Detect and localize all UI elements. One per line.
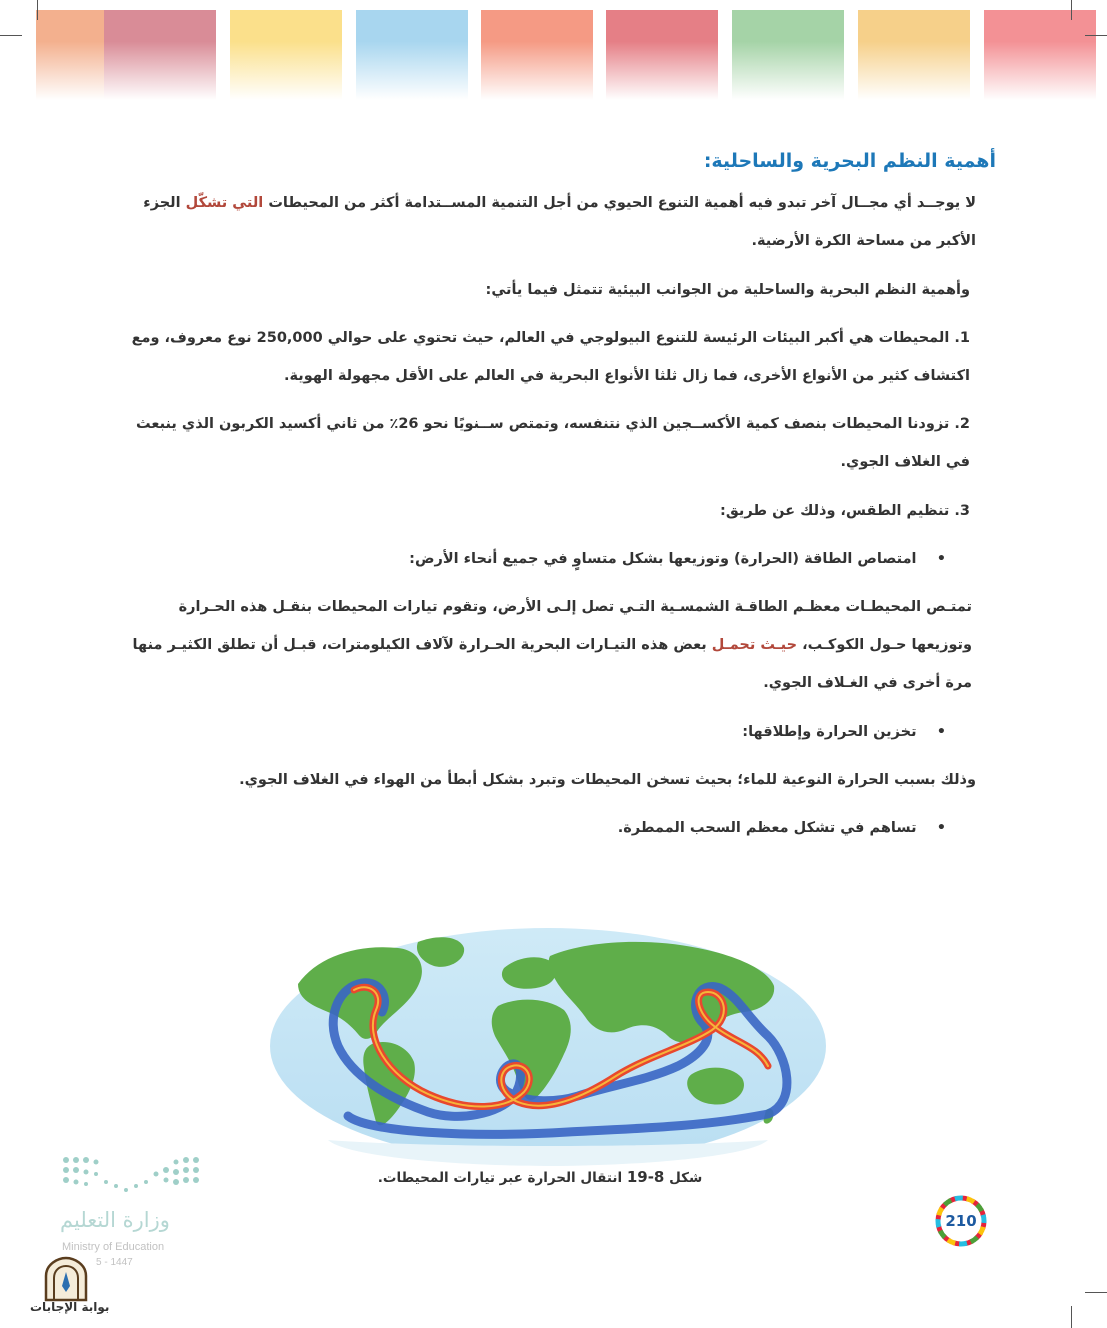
- bullet-store: [742, 713, 946, 751]
- page-number: 210: [945, 1212, 977, 1230]
- absorb-text-1: تمتـص المحيطـات معظـم الطاقـة الشمسـية التـي تصل إلـى الأرض، وتقوم تيارات المحيطات بنقـل هذه الحـرارة وتوزيعها حـول الكوكـب،: [178, 599, 972, 653]
- caption-text: انتقال الحرارة عبر تيارات المحيطات.: [377, 1170, 623, 1186]
- color-tab: [230, 10, 342, 100]
- crop-mark: [37, 0, 38, 20]
- ministry-logo-dots-icon: [56, 1152, 206, 1212]
- absorb-paragraph: [130, 588, 972, 702]
- intro-text-2: الجزء الأكبر من مساحة الكرة الأرضية.: [143, 195, 976, 249]
- list-item-number: 2.: [954, 416, 970, 432]
- ministry-arabic-name: وزارة التعليم: [60, 1208, 170, 1232]
- answers-gate-watermark: بوابة الإجابات: [30, 1300, 110, 1314]
- crop-mark: [1085, 1292, 1107, 1293]
- crop-mark: [1071, 0, 1072, 20]
- bullet-clouds: [618, 809, 946, 847]
- list-item-2: [130, 405, 970, 481]
- color-tab: [481, 10, 593, 100]
- crop-mark: [1071, 1306, 1072, 1328]
- intro-text-1: لا يوجــد أي مجــال آخر تبدو فيه أهمية التنوع الحيوي من أجل التنمية المســتدامة أكثر من المحيطات: [263, 195, 976, 211]
- answers-gate-logo-icon: [40, 1256, 92, 1302]
- world-map-illustration: [268, 926, 828, 1166]
- bullet-dot: •: [916, 551, 946, 567]
- list-item-1: [130, 319, 970, 395]
- bullet-dot: •: [916, 724, 946, 740]
- bullet-dot: •: [916, 820, 946, 836]
- crop-mark: [0, 35, 22, 36]
- list-item-text: المحيطات هي أكبر البيئات الرئيسة للتنوع البيولوجي في العالم، حيث تحتوي على حوالي 250,000 نوع معروف، ومع اكتشاف كثير من الأنواع الأخرى، فما زال ثلثا الأنواع البحرية في العالم على الأقل مجهولة الهوية.: [131, 330, 970, 384]
- color-tab: [606, 10, 718, 100]
- lead-paragraph: وأهمية النظم البحرية والساحلية من الجوانب البيئية تتمثل فيما يأتي:: [485, 282, 970, 298]
- color-tab: [858, 10, 970, 100]
- figure-caption: [340, 1168, 740, 1186]
- bullet-absorb: [409, 540, 946, 578]
- color-tab: [984, 10, 1096, 100]
- color-tab: [104, 10, 216, 100]
- absorb-text-2: بعض هذه التيـارات البحرية الحـرارة لآلاف الكيلومترات، قبـل أن تطلق الكثيـر منها مرة أخرى في الغـلاف الجوي.: [132, 637, 972, 691]
- ministry-english-name: Ministry of Education: [62, 1241, 165, 1253]
- list-item-number: 1.: [954, 330, 970, 346]
- list-item-number: 3.: [954, 503, 970, 519]
- color-tab: [732, 10, 844, 100]
- absorb-accent-text: حيـث تحمـل: [711, 637, 798, 653]
- list-item-text: تنظيم الطقس، وذلك عن طريق:: [720, 503, 950, 519]
- color-tab: [356, 10, 468, 100]
- intro-accent-text: التي تشكّل: [185, 195, 264, 211]
- top-color-tabs: [0, 0, 1107, 100]
- store-paragraph: وذلك بسبب الحرارة النوعية للماء؛ بحيث تسخن المحيطات وتبرد بشكل أبطأ من الهواء في الغلاف الجوي.: [239, 772, 976, 788]
- crop-mark: [1085, 35, 1107, 36]
- caption-number: 8-19: [626, 1168, 665, 1186]
- intro-paragraph: [131, 184, 976, 260]
- ocean-currents-map: [268, 926, 828, 1166]
- section-heading: أهمية النظم البحرية والساحلية:: [703, 150, 996, 172]
- bullet-text: امتصاص الطاقة (الحرارة) وتوزيعها بشكل متساوٍ في جميع أنحاء الأرض:: [409, 551, 917, 567]
- list-item-text: تزودنا المحيطات بنصف كمية الأكســجين الذي نتنفسه، وتمتص ســنويًا نحو 26٪ من ثاني أكسيد الكربون الذي ينبعث في الغلاف الجوي.: [136, 416, 970, 470]
- bullet-text: تخزين الحرارة وإطلاقها:: [742, 724, 917, 740]
- edition-year: 5 - 1447: [96, 1257, 133, 1268]
- list-item-3: [130, 492, 970, 530]
- caption-prefix: شكل: [669, 1170, 703, 1186]
- bullet-text: تساهم في تشكل معظم السحب الممطرة.: [617, 820, 917, 836]
